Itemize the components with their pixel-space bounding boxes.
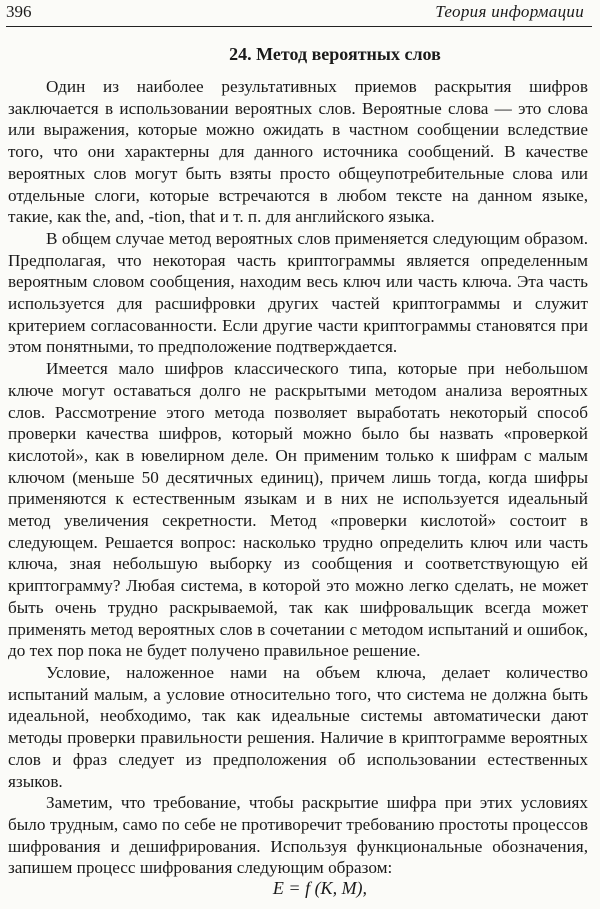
running-title: Теория информации bbox=[435, 2, 584, 21]
page-number: 396 bbox=[6, 2, 32, 21]
page-header bbox=[6, 0, 592, 27]
paragraph-5: Заметим, что требование, чтобы раскрытие шифра при этих условиях было трудным, само по себе не противоречит требованию простоты процессов шифрования и дешифрирования. Используя функциональные обозначения, запишем процесс шифрования следующим образом: bbox=[8, 793, 588, 878]
paragraph-3: Имеется мало шифров классического типа, которые при небольшом ключе могут оставаться долго не раскрытыми методом анализа вероятных слов. Рассмотрение этого метода позволяет выработать некоторый способ проверки качества шифров, который можно было бы назвать «проверкой кислотой», как в ювелирном деле. Он применим только к шифрам с малым ключом (меньше 50 десятичных единиц), причем лишь тогда, когда шифры применяются к естественным языкам и в них не используется идеальный метод увеличения секретности. Метод «проверки кислотой» состоит в следующем. Решается вопрос: насколько трудно определить ключ или часть ключа, зная небольшую выборку из сообщения и соответствующую ей криптограмму? Любая система, в которой это можно легко сделать, не может быть очень трудно раскрываемой, так как шифровальщик всегда может применять метод вероятных слов в сочетании с методом испытаний и ошибок, до тех пор пока не будет получено правильное решение. bbox=[8, 359, 588, 661]
section-title: 24. Метод вероятных слов bbox=[229, 44, 441, 64]
paragraph-4: Условие, наложенное нами на объем ключа, делает количество испытаний малым, а условие относительно того, что система не должна быть идеальной, необходимо, так как идеальные системы автоматически дают методы проверки правильности решения. Наличие в криптограмме вероятных слов и фраз следует из предположения об использовании естественных языков. bbox=[8, 662, 588, 791]
paragraph-1: Один из наиболее результативных приемов раскрытия шифров заключается в использовании вероятных слов. Вероятные слова — это слова или выражения, которые можно ожидать в частном сообщении вследствие того, что они характерны для данного источника сообщений. В качестве вероятных слов могут быть взяты просто общеупотребительные слова или отдельные слоги, которые встречаются в любом тексте на данном языке, такие, как the, and, -tion, that и т. п. для английского языка. bbox=[8, 77, 588, 227]
encryption-formula: E = f (K, M), bbox=[272, 878, 368, 898]
body-text bbox=[8, 76, 588, 879]
paragraph-2: В общем случае метод вероятных слов применяется следующим образом. Предполагая, что некоторая часть криптограммы является определенным вероятным словом сообщения, находим весь ключ или часть ключа. Эта часть используется для расшифровки других частей криптограммы и служит критерием согласованности. Если другие части криптограммы становятся при этом понятными, то предположение подтверждается. bbox=[8, 228, 588, 357]
